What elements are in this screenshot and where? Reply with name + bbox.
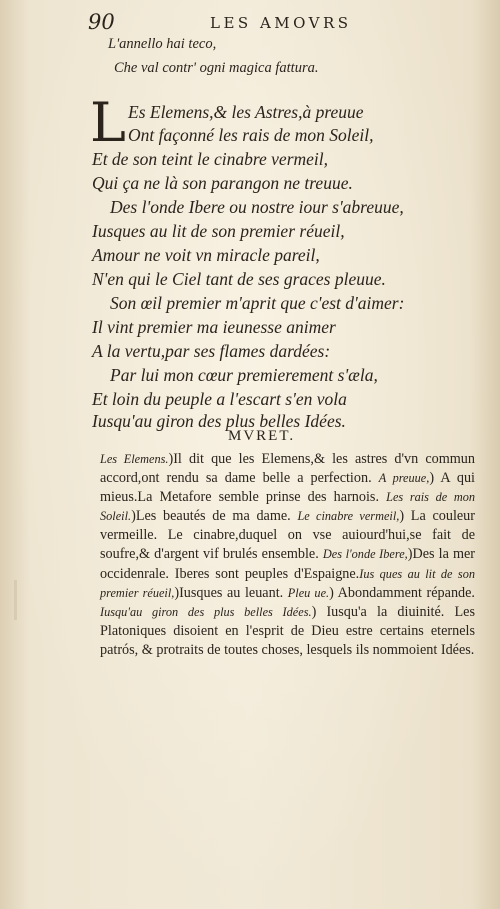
gloss: ) Abondamment répande. (329, 584, 475, 601)
drop-cap: L (90, 91, 126, 154)
sonnet-line: Es Elemens,& les Astres,à preuue (128, 102, 364, 122)
lemma: Pleu ue. (287, 585, 330, 600)
page-number: 90 (88, 10, 115, 34)
gloss: )Il dit que les Elemens,& les astres d'vn commun accord,ont rendu sa dame belle a perfection. (100, 451, 475, 487)
running-head: LES AMOVRS (210, 14, 352, 32)
sonnet-line: A la vertu,par ses flames dardées: (92, 341, 331, 361)
lemma: Ius ques au lit de son premier réueil, (100, 566, 475, 600)
epigraph-line-2: Che val contr' ogni magica fattura. (114, 60, 319, 76)
page-header (88, 10, 418, 36)
commentator-name: MVRET. (228, 428, 296, 444)
gloss: )Iusques au leuant. (174, 584, 284, 601)
sonnet (90, 91, 470, 431)
sonnet-line: Iusques au lit de son premier réueil, (92, 221, 345, 241)
sonnet-line: Il vint premier ma ieunesse animer (92, 317, 336, 337)
lemma: A preuue, (378, 471, 430, 486)
gloss: ) Iusqu'a la diuinité. Les Platoniques disoient en l'esprit de Dieu estre certains eternels patrós, & protraits de toutes choses, lesquels ils nommoient Idées. (100, 603, 475, 658)
lemma: Les Elemens. (100, 452, 169, 466)
sonnet-line: N'en qui le Ciel tant de ses graces pleuue. (92, 269, 386, 289)
epigraph-line-1: L'annello hai teco, (108, 36, 217, 52)
lemma: Les rais de mon Soleil. (100, 490, 476, 524)
gloss: ) A qui mieus.La Metafore semble prinse des harnois. (100, 470, 475, 506)
sonnet-line: Qui ça ne là son parangon ne treuue. (92, 173, 353, 193)
lemma: Iusqu'au giron des plus belles Idées. (100, 604, 312, 619)
sonnet-line: Et de son teint le cinabre vermeil, (92, 149, 329, 169)
lemma: Le cinabre vermeil, (297, 509, 400, 524)
paper-stain (14, 580, 17, 620)
sonnet-line: Et loin du peuple a l'escart s'en vola (92, 389, 347, 409)
sonnet-line: Iusqu'au giron des plus belles Idées. (92, 411, 346, 431)
sonnet-line: Des l'onde Ibere ou nostre iour s'abreuue, (110, 197, 404, 217)
lemma: Des l'onde Ibere, (322, 547, 408, 562)
sonnet-line: Par lui mon cœur premierement s'æla, (110, 365, 378, 385)
gloss: )Les beautés de ma dame. (131, 508, 291, 525)
sonnet-line: Son œil premier m'aprit que c'est d'aimer: (110, 293, 405, 313)
sonnet-line: Amour ne voit vn miracle pareil, (92, 245, 320, 265)
sonnet-line: Ont façonné les rais de mon Soleil, (128, 125, 374, 145)
gloss: )Des la mer occidenrale. Iberes sont peuples d'Espaigne. (100, 546, 476, 582)
commentary (100, 450, 475, 660)
gloss: ) La couleur vermeille. Le cinabre,duquel on vse auiourd'hui,se fait de soufre,& d'argent vif brulés ensemble. (100, 508, 476, 563)
